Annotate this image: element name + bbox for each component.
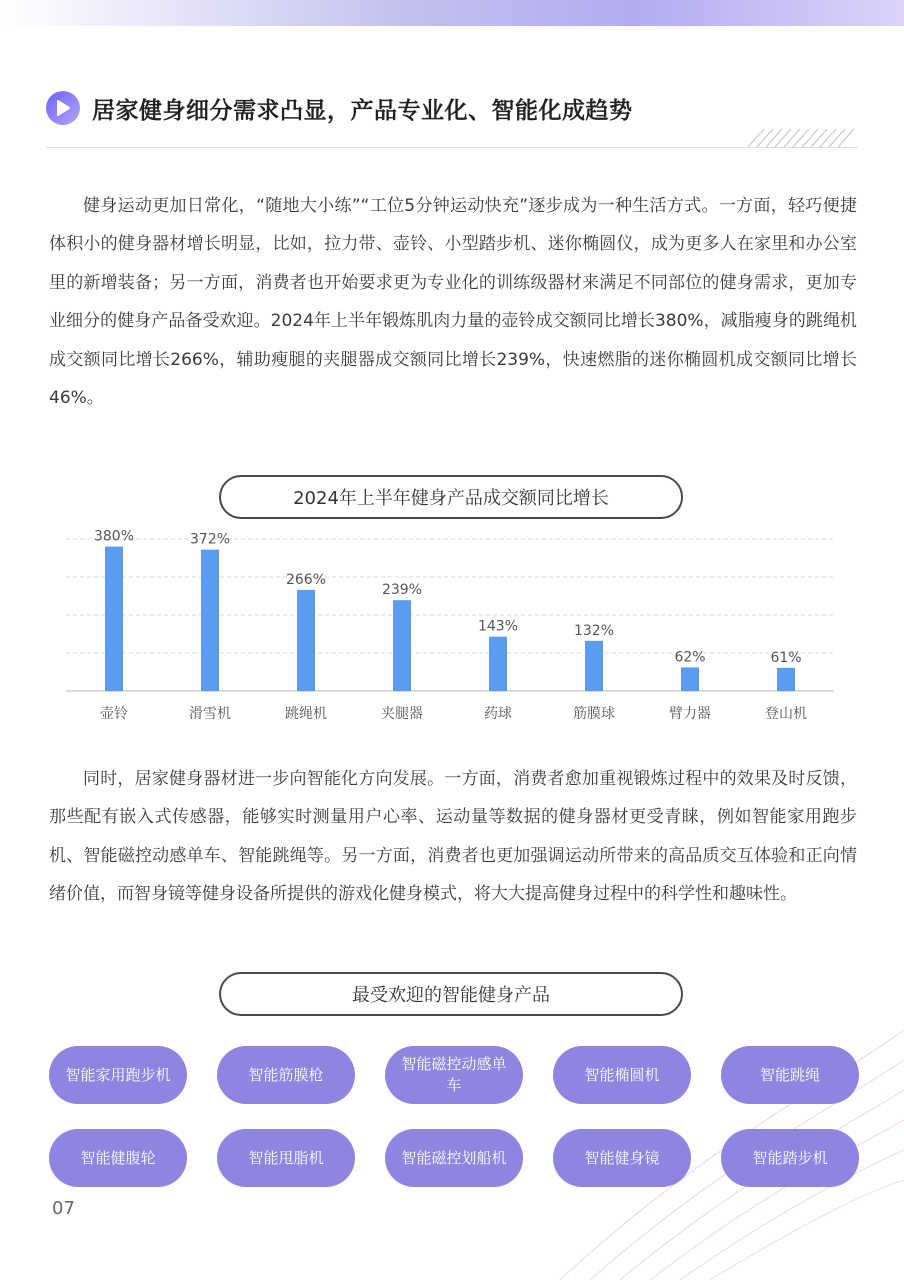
chart-value-label: 266% — [285, 571, 327, 588]
product-chip: 智能踏步机 — [721, 1129, 859, 1187]
product-chip: 智能甩脂机 — [217, 1129, 355, 1187]
product-chip: 智能磁控动感单车 — [385, 1046, 523, 1104]
product-chip: 智能健腹轮 — [49, 1129, 187, 1187]
product-chip: 智能椭圆机 — [553, 1046, 691, 1104]
chart-bar — [201, 550, 219, 691]
chart-bar — [105, 547, 123, 691]
chart-bar — [393, 600, 411, 691]
chart-bar — [777, 668, 795, 691]
chart-category-label: 壶铃 — [100, 706, 128, 722]
play-icon — [46, 91, 80, 125]
chart-value-label: 62% — [674, 649, 706, 666]
chart-value-label: 132% — [573, 622, 615, 639]
intro-paragraph: 健身运动更加日常化，“随地大小练”“工位5分钟运动快充”逐步成为一种生活方式。一方面，轻巧便捷体积小的健身器材增长明显，比如，拉力带、壶铃、小型踏步机、迷你椭圆仪，成为更多人在家里和办公室里的新增装备；另一方面，消费者也开始要求更为专业化的训练级器材来满足不同部位的健身需求，更加专业细分的健身产品备受欢迎。2024年上半年锻炼肌肉力量的壶铃成交额同比增长380%，减脂瘦身的跳绳机成交额同比增长266%，辅助瘦腿的夹腿器成交额同比增长239%，快速燃脂的迷你椭圆机成交额同比增长46%。 — [49, 196, 857, 409]
chart-value-label: 61% — [770, 649, 802, 666]
chart-bar — [585, 641, 603, 691]
chart-value-label: 380% — [93, 530, 135, 545]
product-chip: 智能磁控划船机 — [385, 1129, 523, 1187]
product-chip: 智能健身镜 — [553, 1129, 691, 1187]
chart-category-label: 药球 — [484, 706, 512, 722]
product-chip: 智能家用跑步机 — [49, 1046, 187, 1104]
smart-trend-paragraph: 同时，居家健身器材进一步向智能化方向发展。一方面，消费者愈加重视锻炼过程中的效果及时反馈，那些配有嵌入式传感器，能够实时测量用户心率、运动量等数据的健身器材更受青睐，例如智能家用跑步机、智能磁控动感单车、智能跳绳等。另一方面，消费者也更加强调运动所带来的高品质交互体验和正向情绪价值，而智身镜等健身设备所提供的游戏化健身模式，将大大提高健身过程中的科学性和趣味性。 — [49, 769, 857, 905]
title-divider — [46, 147, 858, 148]
chart-bar — [681, 667, 699, 691]
chart-value-label: 143% — [477, 618, 519, 635]
chart-bar — [489, 637, 507, 691]
chart-category-label: 登山机 — [765, 706, 807, 722]
chart-title: 2024年上半年健身产品成交额同比增长 — [219, 475, 683, 519]
page-title: 居家健身细分需求凸显，产品专业化、智能化成趋势 — [92, 97, 633, 124]
hatch-decoration — [748, 128, 858, 148]
product-chip: 智能跳绳 — [721, 1046, 859, 1104]
chart-category-label: 跳绳机 — [285, 706, 327, 722]
chart-bar — [297, 590, 315, 691]
chart-value-label: 372% — [189, 531, 231, 548]
chart-category-label: 筋膜球 — [573, 706, 615, 722]
chart-category-label: 滑雪机 — [189, 706, 231, 722]
chart-category-label: 臂力器 — [669, 706, 711, 722]
products-title: 最受欢迎的智能健身产品 — [219, 972, 683, 1016]
growth-bar-chart — [0, 530, 904, 730]
chart-category-label: 夹腿器 — [381, 706, 423, 722]
section-header — [46, 90, 633, 126]
product-chip: 智能筋膜枪 — [217, 1046, 355, 1104]
chart-value-label: 239% — [381, 582, 423, 599]
page-number: 07 — [52, 1198, 75, 1219]
